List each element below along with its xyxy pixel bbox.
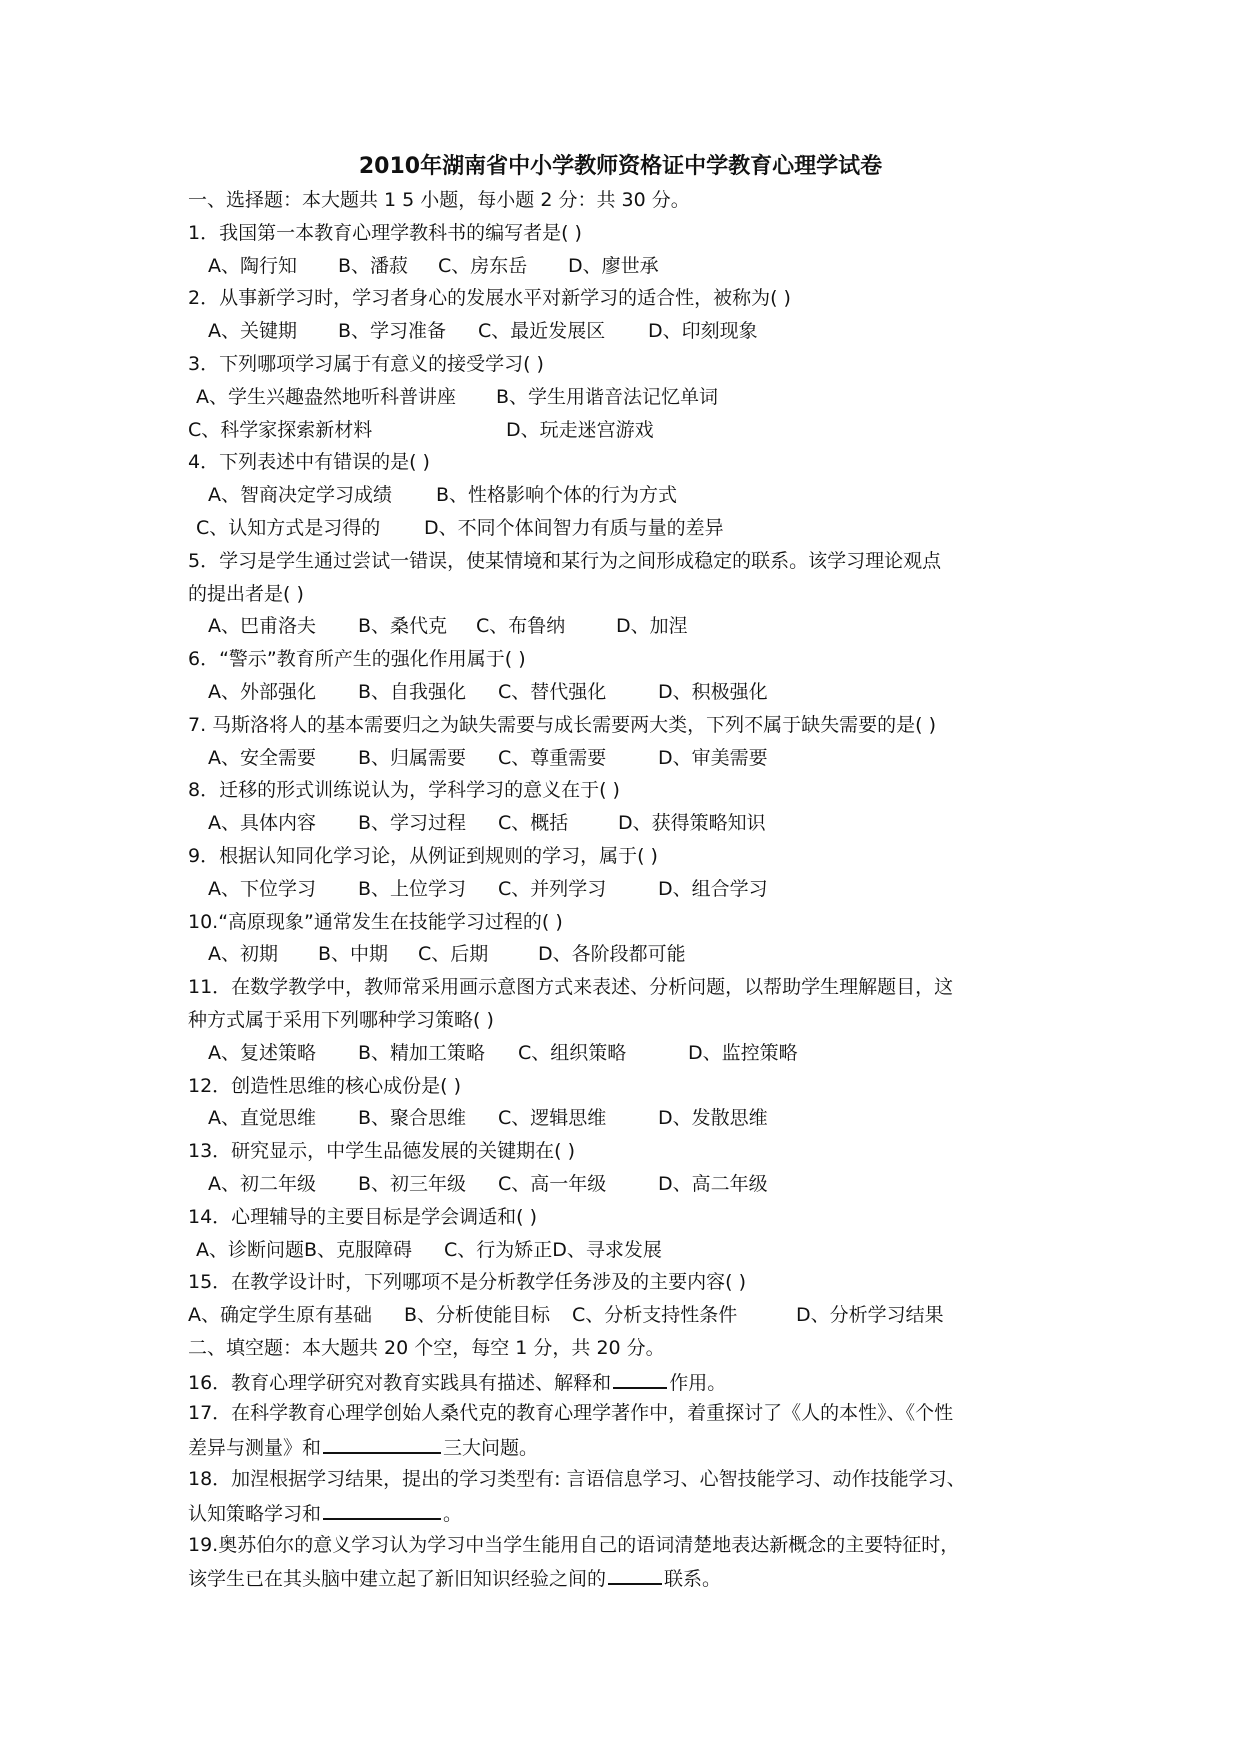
answer-options: [188, 742, 1068, 775]
answer-option: B、归属需要: [358, 746, 467, 769]
answer-option: C、布鲁纳: [476, 615, 566, 638]
answer-option: D、分析学习结果: [796, 1304, 944, 1327]
answer-option: B、分析使能目标: [404, 1304, 551, 1327]
answer-option: D、各阶段都可能: [538, 943, 686, 966]
answer-option: A、具体内容: [208, 812, 316, 835]
question-text: 1．我国第一本教育心理学教科书的编写者是( ): [188, 221, 582, 244]
fill-blank-question: [188, 1365, 1068, 1398]
answer-options: [188, 807, 1068, 840]
answer-option: A、确定学生原有基础: [188, 1304, 372, 1327]
answer-blank: [323, 1496, 441, 1520]
answer-option: D、监控策略: [688, 1041, 798, 1064]
answer-blank: [323, 1430, 441, 1454]
answer-option: B、潘菽: [338, 254, 409, 277]
answer-option: D、廖世承: [568, 254, 659, 277]
answer-option: D、加涅: [616, 615, 688, 638]
answer-options: [188, 315, 1068, 348]
answer-option: C、最近发展区: [478, 320, 606, 343]
answer-option: D、发散思维: [658, 1107, 768, 1130]
question-text: 。: [443, 1502, 463, 1525]
question-text: 16．教育心理学研究对教育实践具有描述、解释和: [188, 1371, 612, 1394]
question-text: 6．“警示”教育所产生的强化作用属于( ): [188, 648, 526, 671]
answer-option: A、关键期: [208, 320, 297, 343]
answer-option: C、房东岳: [438, 254, 528, 277]
question-text: 8．迁移的形式训练说认为，学科学习的意义在于( ): [188, 779, 620, 802]
answer-option: A、初二年级: [208, 1172, 316, 1195]
answer-option: D、不同个体间智力有质与量的差异: [424, 516, 724, 539]
question-text: 9．根据认知同化学习论，从例证到规则的学习，属于( ): [188, 844, 658, 867]
answer-option: C、概括: [498, 812, 569, 835]
question-text: 18．加涅根据学习结果，提出的学习类型有: 言语信息学习、心智技能学习、动作技能学习、: [188, 1468, 966, 1491]
answer-option: C、后期: [418, 943, 489, 966]
question-text: 15．在教学设计时，下列哪项不是分析教学任务涉及的主要内容( ): [188, 1271, 747, 1294]
question-text: 该学生已在其头脑中建立起了新旧知识经验之间的: [188, 1568, 607, 1591]
fill-blank-question: [188, 1561, 1068, 1594]
answer-option: D、印刻现象: [648, 320, 758, 343]
answer-option: C、科学家探索新材料: [188, 418, 373, 441]
answer-options: [188, 676, 1068, 709]
answer-option: B、克服障碍: [304, 1238, 413, 1261]
answer-options: [188, 610, 1068, 643]
answer-option: A、诊断问题: [196, 1238, 304, 1261]
answer-blank: [613, 1365, 667, 1389]
answer-option: A、学生兴趣盎然地听科普讲座: [196, 385, 456, 408]
answer-option: B、中期: [318, 943, 389, 966]
question-text: 5．学习是学生通过尝试一错误，使某情境和某行为之间形成稳定的联系。该学习理论观点: [188, 549, 942, 572]
answer-option: A、复述策略: [208, 1041, 316, 1064]
answer-option: C、并列学习: [498, 877, 607, 900]
answer-option: D、玩走迷宫游戏: [506, 418, 654, 441]
question-text: 14．心理辅导的主要目标是学会调适和( ): [188, 1205, 538, 1228]
question-text: 认知策略学习和: [188, 1502, 322, 1525]
question-text: 2．从事新学习时，学习者身心的发展水平对新学习的适合性，被称为( ): [188, 287, 791, 310]
answer-option: A、陶行知: [208, 254, 297, 277]
answer-option: B、精加工策略: [358, 1041, 486, 1064]
answer-option: D、获得策略知识: [618, 812, 766, 835]
question-text: 4．下列表述中有错误的是( ): [188, 451, 430, 474]
question-text: 三大问题。: [443, 1437, 539, 1460]
question-text: 17．在科学教育心理学创始人桑代克的教育心理学著作中，着重探讨了《人的本性》、《个性: [188, 1402, 954, 1425]
section-heading: 一、选择题：本大题共 1 5 小题，每小题 2 分：共 30 分。: [188, 189, 690, 211]
answer-options: [188, 1102, 1068, 1135]
question-text: 19.奥苏伯尔的意义学习认为学习中当学生能用自己的语词清楚地表达新概念的主要特征时，: [188, 1533, 960, 1556]
question-text: 10.“高原现象”通常发生在技能学习过程的( ): [188, 910, 563, 933]
answer-option: C、行为矫正: [444, 1238, 553, 1261]
question-text: 7. 马斯洛将人的基本需要归之为缺失需要与成长需要两大类，下列不属于缺失需要的是( ): [188, 713, 937, 736]
answer-options: [188, 873, 1068, 906]
answer-options: [188, 1299, 1068, 1332]
answer-blank: [608, 1561, 662, 1585]
answer-option: B、初三年级: [358, 1172, 467, 1195]
answer-options: [188, 1168, 1068, 1201]
answer-option: A、外部强化: [208, 680, 316, 703]
question-text: 种方式属于采用下列哪种学习策略( ): [188, 1008, 494, 1031]
answer-option: D、高二年级: [658, 1172, 768, 1195]
question-text: 的提出者是( ): [188, 582, 304, 605]
question-text: 作用。: [669, 1371, 727, 1394]
answer-option: C、组织策略: [518, 1041, 627, 1064]
fill-blank-question: [188, 1430, 1068, 1463]
question-text: 13．研究显示，中学生品德发展的关键期在( ): [188, 1140, 576, 1163]
answer-options: [188, 512, 1068, 545]
answer-option: D、组合学习: [658, 877, 768, 900]
answer-option: B、学生用谐音法记忆单词: [496, 385, 719, 408]
answer-option: A、智商决定学习成绩: [208, 484, 392, 507]
answer-option: B、学习过程: [358, 812, 467, 835]
answer-option: D、积极强化: [658, 680, 768, 703]
question-text: 差异与测量》和: [188, 1437, 322, 1460]
fill-blank-question: [188, 1496, 1068, 1529]
question-text: 联系。: [664, 1568, 722, 1591]
question-text: 3．下列哪项学习属于有意义的接受学习( ): [188, 352, 544, 375]
answer-option: C、认知方式是习得的: [196, 516, 381, 539]
answer-options: [188, 381, 1068, 414]
answer-option: B、性格影响个体的行为方式: [436, 484, 678, 507]
answer-option: A、安全需要: [208, 746, 316, 769]
question-text: 12．创造性思维的核心成份是( ): [188, 1074, 462, 1097]
answer-option: B、自我强化: [358, 680, 467, 703]
answer-option: D、寻求发展: [552, 1238, 662, 1261]
answer-options: [188, 1234, 1068, 1267]
answer-option: B、聚合思维: [358, 1107, 467, 1130]
answer-option: C、分析支持性条件: [572, 1304, 738, 1327]
page-title: 2010年湖南省中小学教师资格证中学教育心理学试卷: [358, 154, 883, 179]
answer-option: A、直觉思维: [208, 1107, 316, 1130]
answer-option: C、高一年级: [498, 1172, 607, 1195]
answer-option: A、下位学习: [208, 877, 316, 900]
answer-option: D、审美需要: [658, 746, 768, 769]
answer-options: [188, 1037, 1068, 1070]
section-heading: 二、填空题：本大题共 20 个空，每空 1 分，共 20 分。: [188, 1336, 665, 1359]
answer-option: C、替代强化: [498, 680, 607, 703]
answer-option: C、逻辑思维: [498, 1107, 607, 1130]
answer-options: [188, 479, 1068, 512]
answer-option: B、学习准备: [338, 320, 447, 343]
exam-body: [188, 184, 1068, 1594]
answer-option: C、尊重需要: [498, 746, 607, 769]
question-text: 11．在数学教学中，教师常采用画示意图方式来表述、分析问题，以帮助学生理解题目，这: [188, 976, 954, 999]
answer-options: [188, 250, 1068, 283]
answer-options: [188, 938, 1068, 971]
answer-option: A、巴甫洛夫: [208, 615, 316, 638]
answer-options: [188, 414, 1068, 447]
answer-option: B、桑代克: [358, 615, 448, 638]
answer-option: A、初期: [208, 943, 278, 966]
answer-option: B、上位学习: [358, 877, 467, 900]
